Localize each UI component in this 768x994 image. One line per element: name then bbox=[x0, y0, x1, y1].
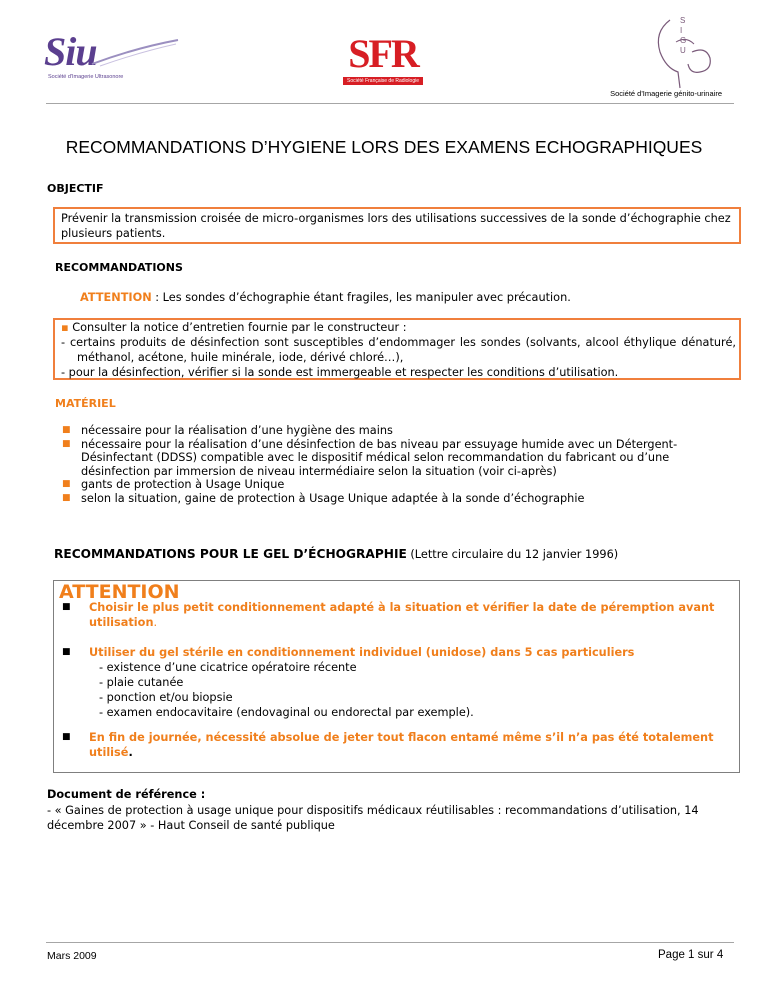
square-bullet-icon: ■ bbox=[62, 602, 71, 612]
gel-heading bbox=[54, 543, 618, 562]
attention-item bbox=[62, 600, 732, 630]
square-bullet-icon: ■ bbox=[62, 479, 71, 489]
attention-label: ATTENTION bbox=[80, 291, 152, 304]
footer-divider bbox=[46, 942, 734, 943]
sfr-logo-text: SFR bbox=[348, 31, 418, 76]
attention-item-end: . bbox=[153, 616, 158, 629]
siu-logo bbox=[42, 28, 177, 86]
square-bullet-icon: ■ bbox=[62, 732, 71, 742]
objectif-text: Prévenir la transmission croisée de micro-organismes lors des utilisations successives de la sonde d’échographie chez plusieurs patients. bbox=[61, 212, 731, 240]
sigu-caption: Société d'Imagerie génito-urinaire bbox=[610, 89, 722, 98]
attention-text: : Les sondes d’échographie étant fragiles, les manipuler avec précaution. bbox=[151, 291, 571, 304]
square-bullet-icon: ■ bbox=[62, 438, 71, 449]
footer-date: Mars 2009 bbox=[47, 950, 97, 962]
square-bullet-icon: ■ bbox=[62, 492, 71, 503]
materiel-item-text: nécessaire pour la réalisation d’une désinfection de bas niveau par essuyage humide avec un Détergent-Désinfectant (DDSS) compatible avec le dispositif médical selon recommandation du fabricant ou d’une désinfection par immersion de niveau intermédiaire selon la situation (voir ci-après) bbox=[81, 437, 678, 478]
list-item bbox=[62, 492, 712, 506]
reference-heading: Document de référence : bbox=[47, 788, 206, 801]
siu-swoosh-icon bbox=[90, 38, 180, 68]
page-title: RECOMMANDATIONS D’HYGIENE LORS DES EXAMENS ECHOGRAPHIQUES bbox=[65, 137, 703, 157]
materiel-list bbox=[62, 424, 712, 505]
materiel-item-text: selon la situation, gaine de protection à Usage Unique adaptée à la sonde d’échographie bbox=[81, 491, 585, 505]
sublist-item: - examen endocavitaire (endovaginal ou endorectal par exemple). bbox=[99, 706, 474, 719]
siu-logo-subtitle: Société d'Imagerie Ultrasonore bbox=[48, 74, 124, 80]
sublist-item: - existence d’une cicatrice opératoire récente bbox=[99, 661, 357, 674]
attention-item-text: Choisir le plus petit conditionnement adapté à la situation et vérifier la date de péremption avant utilisation bbox=[89, 601, 715, 629]
attention-title: ATTENTION bbox=[59, 581, 180, 603]
sigu-logo bbox=[640, 12, 720, 90]
consult-intro: Consulter la notice d’entretien fournie par le constructeur : bbox=[68, 321, 407, 334]
square-bullet-icon: ■ bbox=[62, 647, 71, 657]
gel-heading-title: RECOMMANDATIONS POUR LE GEL D’ÉCHOGRAPHIE bbox=[54, 547, 407, 561]
attention-sublist bbox=[89, 660, 732, 720]
sigu-logo-letters: S I G U bbox=[680, 16, 687, 55]
attention-line bbox=[80, 291, 571, 304]
sublist-item: - plaie cutanée bbox=[99, 676, 184, 689]
materiel-item-text: gants de protection à Usage Unique bbox=[81, 478, 285, 491]
attention-item bbox=[62, 645, 732, 720]
consult-item: - pour la désinfection, vérifier si la sonde est immergeable et respecter les conditions d’utilisation. bbox=[61, 366, 619, 379]
attention-item-text: Utiliser du gel stérile en conditionnement individuel (unidose) dans 5 cas particuliers bbox=[89, 646, 635, 659]
attention-item-end: . bbox=[128, 746, 133, 759]
page-number: Page 1 sur 4 bbox=[658, 949, 724, 961]
siu-logo-text: Siu bbox=[44, 29, 97, 74]
square-bullet-icon: ■ bbox=[62, 425, 71, 435]
list-item bbox=[62, 438, 712, 479]
sublist-item: - ponction et/ou biopsie bbox=[99, 691, 233, 704]
recommandations-heading: RECOMMANDATIONS bbox=[55, 261, 183, 274]
materiel-heading: MATÉRIEL bbox=[55, 397, 116, 410]
reference-text: - « Gaines de protection à usage unique pour dispositifs médicaux réutilisables : recommandations d’utilisation, 14 décembre 2007 » - Haut Conseil de santé publique bbox=[47, 804, 699, 832]
sfr-logo-subtitle: Société Française de Radiologie bbox=[343, 77, 423, 85]
list-item bbox=[62, 424, 712, 438]
sfr-logo bbox=[341, 30, 425, 92]
attention-item-text: En fin de journée, nécessité absolue de jeter tout flacon entamé même s’il n’a pas été totalement utilisé bbox=[89, 731, 714, 759]
attention-item bbox=[62, 730, 732, 760]
consult-text bbox=[61, 320, 736, 380]
header-divider bbox=[46, 103, 734, 104]
list-item bbox=[62, 478, 712, 492]
objectif-heading: OBJECTIF bbox=[47, 182, 104, 195]
square-bullet-icon: ▪ bbox=[61, 321, 69, 334]
consult-item: - certains produits de désinfection sont susceptibles d’endommager les sondes (solvants, alcool éthylique dénaturé, méthanol, acétone, huile minérale, iode, dérivé chloré…), bbox=[61, 336, 736, 364]
materiel-item-text: nécessaire pour la réalisation d’une hygiène des mains bbox=[81, 424, 393, 437]
gel-heading-note: (Lettre circulaire du 12 janvier 1996) bbox=[406, 548, 619, 561]
